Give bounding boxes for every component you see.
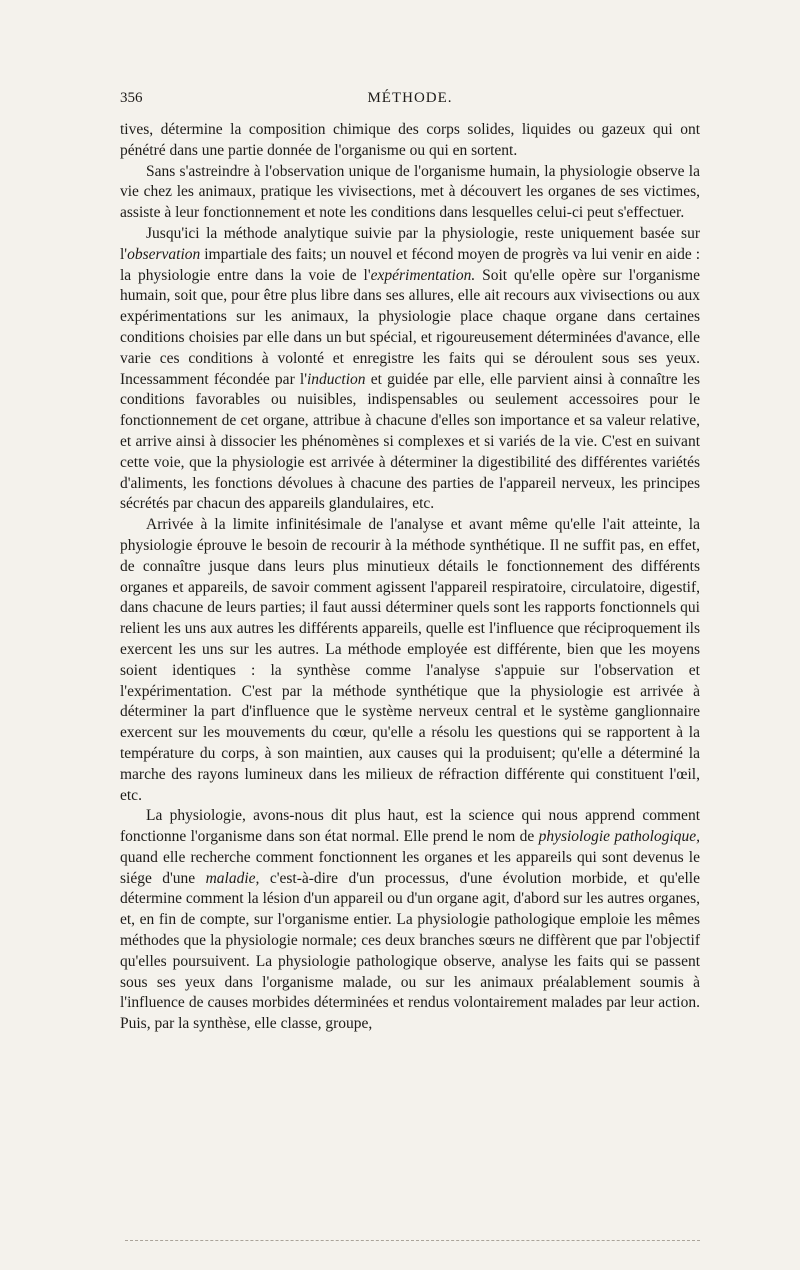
text-segment: La physiologie, avons-nous dit plus haut, est la science qui nous apprend comment fonctionne l'organisme dans son état normal. Elle prend le nom de [120,807,700,846]
running-title: MÉTHODE. [367,90,453,106]
text-segment: Soit qu'elle opère sur l'organisme humain, soit que, pour être plus libre dans ses allures, elle ait recours aux vivisections ou aux expérimentations sur les animaux, la physiologie place chaque organe dans certaines conditions choisies par elle dans un but spécial, et rigoureusement déterminées d'avance, elle varie ces conditions à volonté et enregistre les faits qui se déroulent sous ses yeux. Incessamment fécondée par l' [120,266,700,388]
paragraph [120,224,700,515]
italic-text: expérimentation. [370,266,476,284]
text-segment: Sans s'astreindre à l'observation unique de l'organisme humain, la physiologie observe la vie chez les animaux, pratique les vivisections, met à découvert les organes de ses victimes, assiste à leur fonctionnement et note les conditions dans lesquelles celui-ci peut s'effectuer. [120,162,700,222]
page-header [120,90,700,114]
italic-text: physiologie pathologique, [538,828,701,846]
paragraph [120,120,700,162]
paragraph [120,806,700,1035]
italic-text: induction [307,370,366,388]
footer-rule [125,1240,700,1241]
text-segment: c'est-à-dire d'un processus, d'une évolution morbide, et qu'elle détermine comment la lésion d'un appareil ou d'un organe agit, d'abord sur les autres organes, et, en fin de compte, sur l'organisme entier. La physiologie pathologique emploie les mêmes méthodes que la physiologie normale; ces deux branches sœurs ne diffèrent que par l'objectif qu'elles poursuivent. La physiologie pathologique observe, analyse les faits qui se passent sous ses yeux dans l'organisme malade, ou sur les animaux préalablement soumis à l'influence de causes morbides déterminées et rendus volontairement malades par leur action. Puis, par la synthèse, elle classe, groupe, [120,869,700,1033]
body-text [120,120,700,1035]
italic-text: observation [127,245,201,263]
text-segment: quand elle recherche comment fonctionnent les organes et les appareils qui sont devenus le siége d'une [120,848,700,887]
text-segment: tives, détermine la composition chimique des corps solides, liquides ou gazeux qui ont pénétré dans une partie donnée de l'organisme ou qui en sortent. [120,121,700,159]
text-segment: Arrivée à la limite infinitésimale de l'analyse et avant même qu'elle l'ait atteinte, la physiologie éprouve le besoin de recourir à la méthode synthétique. Il ne suffit pas, en effet, de connaître jusque dans leurs plus minutieux détails le fonctionnement des différents organes et appareils, de savoir comment agissent l'appareil respiratoire, circulatoire, digestif, dans chacune de leurs parties; il faut aussi déterminer quels sont les rapports fonctionnels qui relient les uns aux autres les différents appareils, quelle est l'influence que réciproquement ils exercent les uns sur les autres. La méthode employée est différente, bien que les moyens soient identiques : la synthèse comme l'analyse s'appuie sur l'observation et l'expérimentation. C'est par la méthode synthétique que la physiologie est arrivée à déterminer la part d'influence que le système nerveux central et le système ganglionnaire exercent sur les mouvements du cœur, qu'elle a résolu les questions qui se rapportent à la température du corps, à son maintien, aux causes qui la produisent; qu'elle a déterminé la marche des rayons lumineux dans les milieux de réfraction différente qui constituent l'œil, etc. [120,516,700,804]
page-number: 356 [120,90,143,106]
text-segment: et guidée par elle, elle parvient ainsi à connaître les conditions favorables ou nuisibles, indispensables ou seulement accessoires pour le fonctionnement de cet organe, attribue à chacune d'elles son importance et sa valeur relative, et arrive ainsi à dissocier les phénomènes si complexes et si variés de la vie. C'est en suivant cette voie, que la physiologie est arrivée à déterminer la digestibilité des différentes variétés d'aliments, les fonctions dévolues à chacune des parties de l'appareil nerveux, les principes sécrétés par chacun des appareils glandulaires, etc. [120,370,701,513]
paragraph [120,162,700,224]
italic-text: maladie, [205,869,260,887]
text-segment: Jusqu'ici la méthode analytique suivie par la physiologie, reste uniquement basée sur l' [120,224,700,263]
paragraph [120,515,700,806]
text-segment: impartiale des faits; un nouvel et fécond moyen de progrès va lui venir en aide : la physiologie entre dans la voie de l' [120,245,700,284]
